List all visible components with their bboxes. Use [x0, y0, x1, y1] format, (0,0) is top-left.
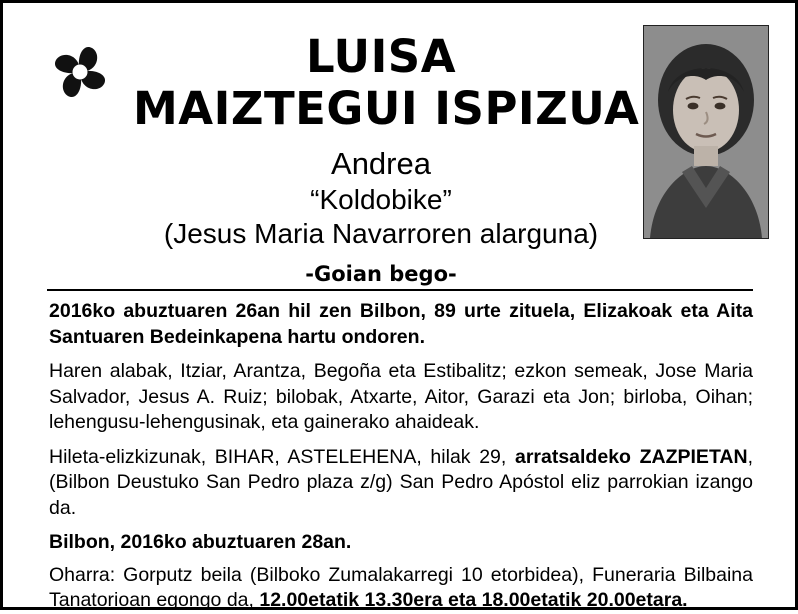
- paragraph-funeral-details: [49, 445, 753, 522]
- wake-hours-highlight: 12.00etatik 13.30era eta 18.00etatik 20.00etara.: [259, 589, 688, 611]
- deceased-name-line-2: MAIZTEGUI ISPIZUA: [133, 82, 640, 135]
- pinwheel-logo-icon: [37, 29, 123, 115]
- deceased-name-line-1: LUISA: [305, 30, 457, 83]
- section-divider: [47, 289, 753, 291]
- notice-header: [3, 3, 795, 286]
- funeral-text-1: Hileta-elizkizunak, BIHAR, ASTELEHENA, hilak 29,: [49, 445, 515, 468]
- paragraph-family-list: Haren alabak, Itziar, Arantza, Begoña eta Estibalitz; ezkon semeak, Jose Maria Salvador, Jesus A. Ruiz; bilobak, Atxarte, Aitor, Garazi eta Jon; birloba, Oihan; lehengusu-lehengusinak, eta gainerako ahaideak.: [49, 360, 753, 433]
- paragraph-place-date: Bilbon, 2016ko abuztuaren 28an.: [49, 531, 352, 553]
- honorific-andrea: Andrea: [331, 146, 431, 181]
- funeral-text-2: , (Bilbon Deustuko San Pedro plaza z/g) San Pedro Apóstol eliz parrokian izango da.: [49, 445, 753, 519]
- rest-in-peace: -Goian bego-: [305, 262, 457, 286]
- spouse-relation: (Jesus Maria Navarroren alarguna): [163, 218, 599, 249]
- nickname: “Koldobike”: [310, 184, 452, 215]
- funeral-time-highlight: arratsaldeko ZAZPIETAN: [514, 445, 748, 468]
- paragraph-wake-note: [49, 563, 753, 614]
- paragraph-death-announcement: 2016ko abuztuaren 26an hil zen Bilbon, 89 urte zituela, Elizakoak eta Aita Santuaren Bedeinkapena hartu ondoren.: [49, 300, 753, 348]
- notice-body: [49, 299, 753, 614]
- wake-text-1: Oharra: Gorputz beila (Bilboko Zumalakarregi 10 etorbidea), Funeraria Bilbaina Tanatorioan egongo da,: [49, 563, 753, 611]
- portrait-photo: [643, 25, 769, 239]
- title-block: [133, 30, 640, 287]
